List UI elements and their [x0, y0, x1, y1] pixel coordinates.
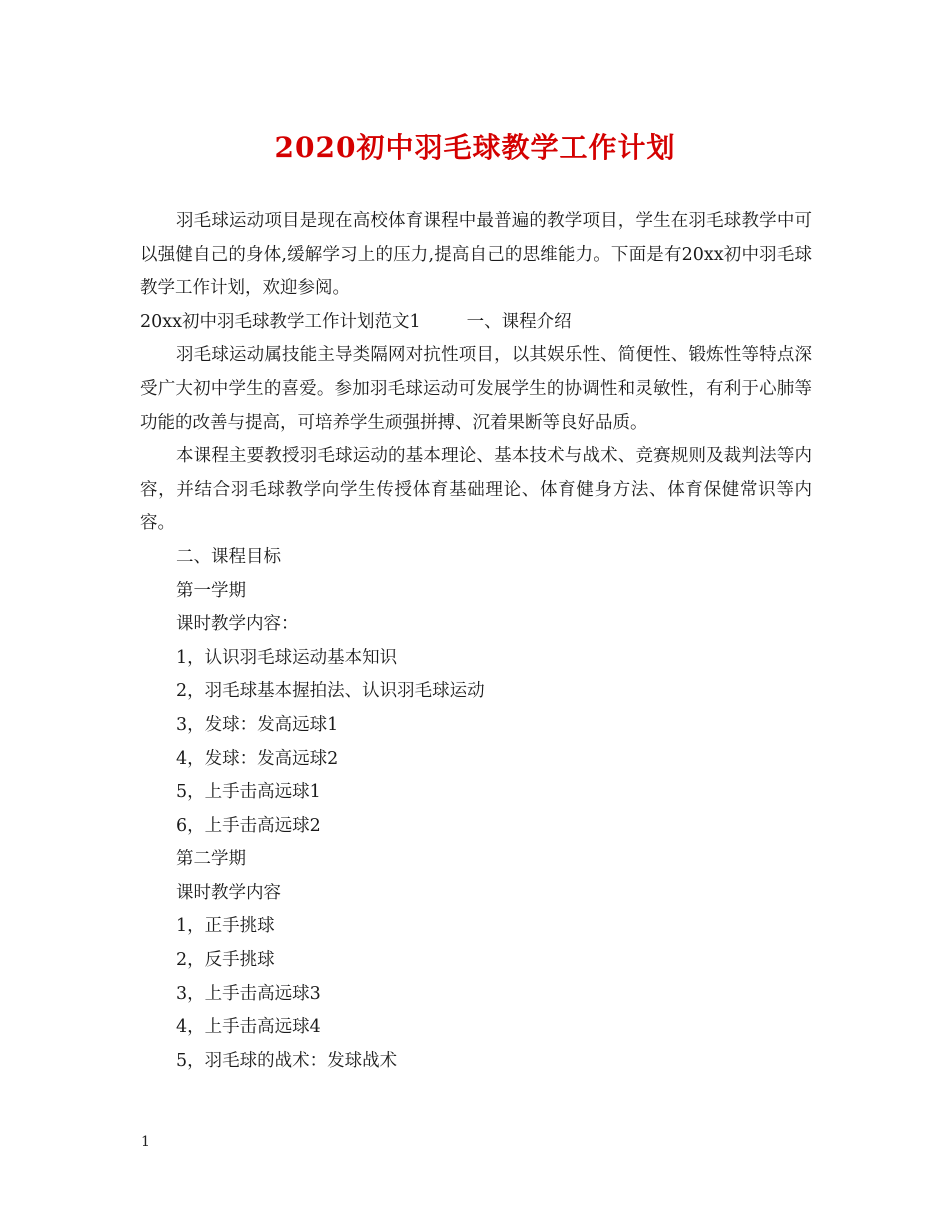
section-heading-intro: 一、课程介绍 [466, 311, 572, 332]
list-item: 5，上手击高远球1 [176, 782, 321, 803]
list-item: 6，上手击高远球2 [176, 815, 321, 836]
list-item: 3，上手击高远球3 [176, 983, 321, 1004]
section-heading-goals: 二、课程目标 [176, 546, 281, 567]
term-2-label: 第二学期 [176, 849, 246, 870]
list-item: 4，发球：发高远球2 [176, 748, 339, 769]
sample-heading: 20xx初中羽毛球教学工作计划范文1 [140, 311, 421, 332]
document-title: 2020初中羽毛球教学工作计划 [274, 131, 676, 164]
sample-heading-line [140, 306, 812, 340]
list-item: 4，上手击高远球4 [176, 1017, 321, 1038]
intro-paragraph: 羽毛球运动项目是现在高校体育课程中最普遍的教学项目，学生在羽毛球教学中可以强健自己的身体,缓解学习上的压力,提高自己的思维能力。下面是有20xx初中羽毛球教学工作计划，欢迎参阅。 [140, 211, 812, 299]
term-1-content-label: 课时教学内容： [176, 614, 299, 635]
list-item: 2，羽毛球基本握拍法、认识羽毛球运动 [176, 681, 485, 702]
page-number: 1 [141, 1134, 150, 1150]
list-item: 1，正手挑球 [176, 916, 275, 937]
list-item: 5，羽毛球的战术：发球战术 [176, 1050, 398, 1071]
term-1-label: 第一学期 [176, 580, 246, 601]
list-item: 2，反手挑球 [176, 950, 275, 971]
list-item: 3，发球：发高远球1 [176, 714, 339, 735]
term-2-content-label: 课时教学内容 [176, 882, 281, 903]
list-item: 1，认识羽毛球运动基本知识 [176, 647, 398, 668]
course-intro-paragraph: 羽毛球运动属技能主导类隔网对抗性项目，以其娱乐性、简便性、锻炼性等特点深受广大初中学生的喜爱。参加羽毛球运动可发展学生的协调性和灵敏性，有利于心肺等功能的改善与提高，可培养学生顽强拼搏、沉着果断等良好品质。 [140, 345, 812, 433]
document-body [140, 205, 812, 1078]
course-content-paragraph: 本课程主要教授羽毛球运动的基本理论、基本技术与战术、竞赛规则及裁判法等内容，并结合羽毛球教学向学生传授体育基础理论、体育健身方法、体育保健常识等内容。 [140, 446, 812, 534]
